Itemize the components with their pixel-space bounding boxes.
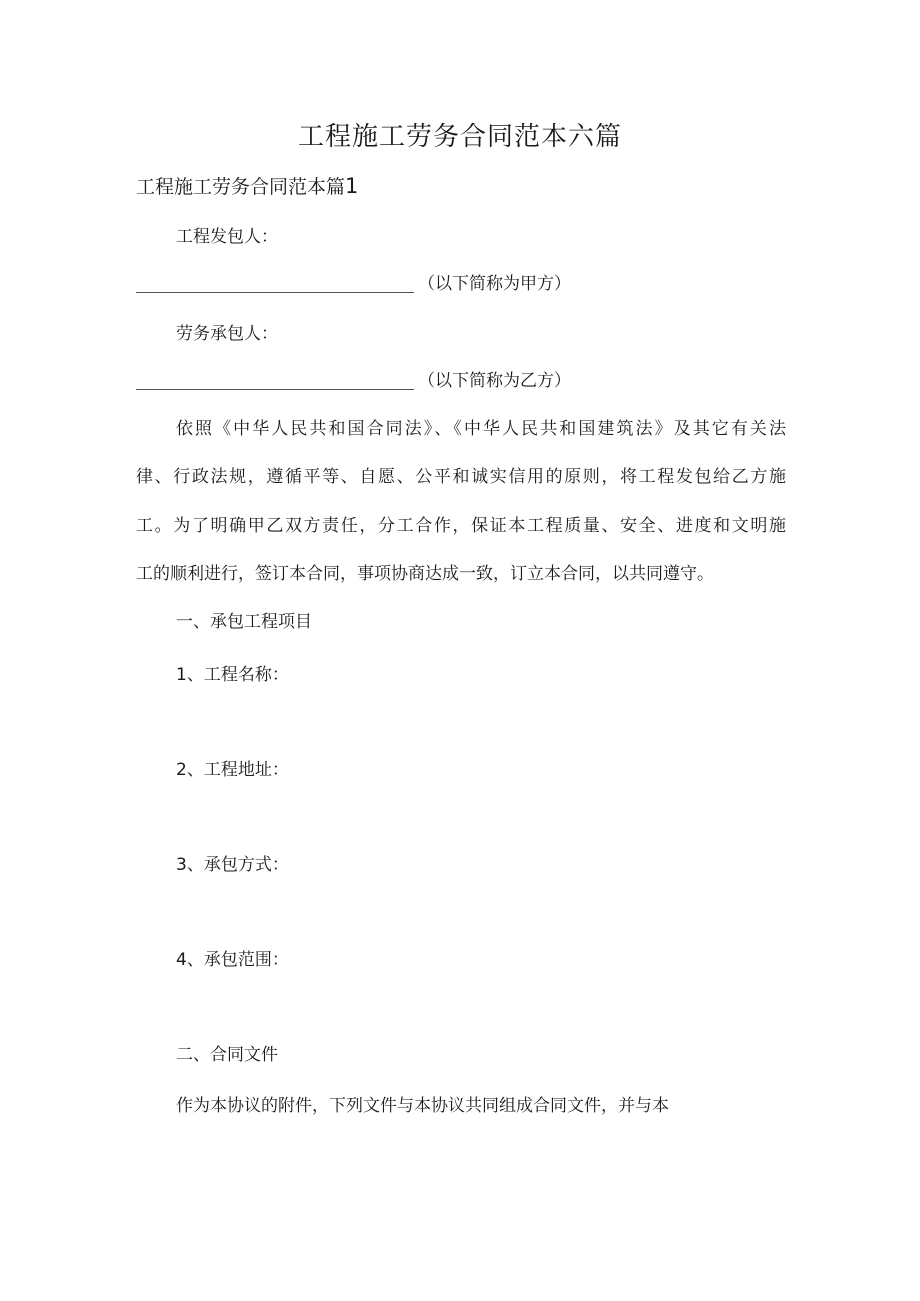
item-number: 1 (176, 665, 187, 685)
contractor-suffix: （以下简称为乙方） (418, 371, 571, 391)
item-label: 、承包方式： (186, 855, 289, 875)
item-project-name (176, 667, 289, 684)
item-contract-scope (176, 952, 289, 969)
item-label: 、工程地址： (186, 760, 289, 780)
contractor-line (136, 373, 571, 390)
subtitle-text: 工程施工劳务合同范本篇 (136, 176, 346, 198)
subtitle (136, 176, 358, 197)
intro-line-3: 工。为了明确甲乙双方责任，分工合作，保证本工程质量、安全、进度和文明施 (136, 516, 786, 536)
blank-line (136, 280, 414, 293)
item-number: 2 (176, 760, 187, 780)
intro-line-1: 依照《中华人民共和国合同法》、《中华人民共和国建筑法》及其它有关法 (176, 419, 786, 439)
section2-heading: 二、合同文件 (176, 1045, 278, 1065)
item-number: 4 (176, 950, 187, 970)
employer-label: 工程发包人： (176, 227, 278, 247)
intro-line-4: 工的顺利进行，签订本合同，事项协商达成一致，订立本合同，以共同遵守。 (136, 564, 714, 584)
section2-text: 作为本协议的附件，下列文件与本协议共同组成合同文件，并与本 (176, 1096, 669, 1116)
item-number: 3 (176, 855, 187, 875)
employer-line (136, 276, 571, 293)
intro-line-2: 律、行政法规，遵循平等、自愿、公平和诚实信用的原则，将工程发包给乙方施 (136, 467, 786, 487)
section1-heading: 一、承包工程项目 (176, 612, 312, 632)
subtitle-number: 1 (345, 174, 359, 198)
item-contract-method (176, 857, 289, 874)
item-label: 、工程名称： (186, 665, 289, 685)
employer-suffix: （以下简称为甲方） (418, 274, 571, 294)
item-label: 、承包范围： (186, 950, 289, 970)
contractor-label: 劳务承包人： (176, 324, 278, 344)
blank-line (136, 377, 414, 390)
item-project-address (176, 762, 289, 779)
document-title: 工程施工劳务合同范本六篇 (297, 122, 622, 152)
